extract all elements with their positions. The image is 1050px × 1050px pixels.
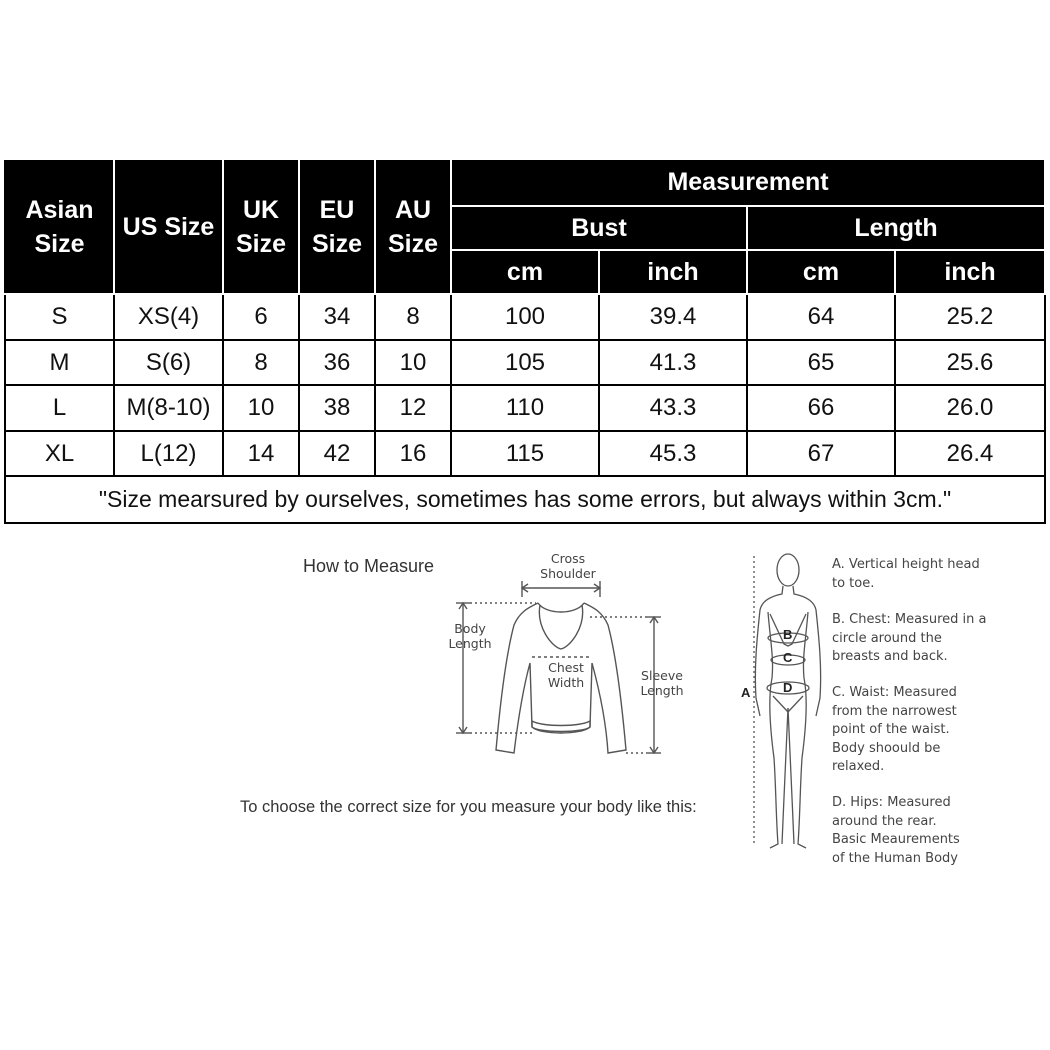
- chest-width-label: Chest Width: [547, 660, 585, 690]
- cell-bust-inch: 45.3: [599, 431, 747, 477]
- sleeve-length-label: Sleeve Length: [640, 668, 684, 698]
- annotation-hips: D. Hips: Measured around the rear. Basic Meaurements of the Human Body: [832, 795, 960, 866]
- how-to-measure-title: How to Measure: [303, 556, 435, 576]
- cell-eu-size: 38: [299, 385, 375, 431]
- cell-asian-size: L: [5, 385, 114, 431]
- cell-us-size: S(6): [114, 340, 223, 386]
- header-asian-size: Asian Size: [5, 159, 114, 294]
- cell-length-inch: 26.4: [895, 431, 1045, 477]
- cell-bust-inch: 43.3: [599, 385, 747, 431]
- cell-uk-size: 10: [223, 385, 299, 431]
- size-chart-table: [4, 158, 1046, 524]
- cell-asian-size: M: [5, 340, 114, 386]
- cell-length-inch: 25.2: [895, 294, 1045, 340]
- table-row: [5, 294, 1045, 340]
- cell-length-inch: 26.0: [895, 385, 1045, 431]
- header-length-inch: inch: [895, 250, 1045, 294]
- cell-us-size: M(8-10): [114, 385, 223, 431]
- cell-uk-size: 14: [223, 431, 299, 477]
- body-figure-diagram: [740, 548, 830, 853]
- table-row: [5, 431, 1045, 477]
- annotation-chest: B. Chest: Measured in a circle around the breasts and back.: [832, 612, 987, 664]
- cell-eu-size: 34: [299, 294, 375, 340]
- cell-us-size: L(12): [114, 431, 223, 477]
- header-uk-size: UK Size: [223, 159, 299, 294]
- cell-length-cm: 64: [747, 294, 895, 340]
- cell-length-cm: 67: [747, 431, 895, 477]
- cell-au-size: 10: [375, 340, 451, 386]
- header-us-size: US Size: [114, 159, 223, 294]
- cell-us-size: XS(4): [114, 294, 223, 340]
- cell-bust-cm: 115: [451, 431, 599, 477]
- cell-bust-cm: 110: [451, 385, 599, 431]
- annotation-waist: C. Waist: Measured from the narrowest point of the waist. Body shoould be relaxed.: [832, 685, 957, 774]
- measure-instruction: To choose the correct size for you measure your body like this:: [240, 798, 697, 816]
- measurement-note: "Size mearsured by ourselves, sometimes has some errors, but always within 3cm.": [5, 476, 1045, 523]
- table-row: [5, 340, 1045, 386]
- annotation-height: A. Vertical height head to toe.: [832, 557, 980, 591]
- header-length-cm: cm: [747, 250, 895, 294]
- cell-eu-size: 36: [299, 340, 375, 386]
- header-bust-inch: inch: [599, 250, 747, 294]
- cell-au-size: 8: [375, 294, 451, 340]
- body-letter-a: A: [741, 685, 751, 700]
- body-length-label: Body Length: [448, 621, 492, 651]
- header-length: Length: [747, 206, 1045, 250]
- body-letter-c: C: [783, 650, 793, 665]
- cell-asian-size: XL: [5, 431, 114, 477]
- header-au-size: AU Size: [375, 159, 451, 294]
- cell-bust-cm: 105: [451, 340, 599, 386]
- cell-bust-inch: 41.3: [599, 340, 747, 386]
- table-row: [5, 385, 1045, 431]
- cell-length-cm: 65: [747, 340, 895, 386]
- header-measurement: Measurement: [451, 159, 1045, 206]
- cell-eu-size: 42: [299, 431, 375, 477]
- header-bust-cm: cm: [451, 250, 599, 294]
- header-eu-size: EU Size: [299, 159, 375, 294]
- cell-length-inch: 25.6: [895, 340, 1045, 386]
- body-letter-d: D: [783, 680, 793, 695]
- header-bust: Bust: [451, 206, 747, 250]
- cell-bust-inch: 39.4: [599, 294, 747, 340]
- cell-asian-size: S: [5, 294, 114, 340]
- cross-shoulder-label: Cross Shoulder: [540, 551, 596, 581]
- body-letter-b: B: [783, 627, 793, 642]
- cell-uk-size: 6: [223, 294, 299, 340]
- cell-uk-size: 8: [223, 340, 299, 386]
- cell-au-size: 16: [375, 431, 451, 477]
- cell-length-cm: 66: [747, 385, 895, 431]
- cell-bust-cm: 100: [451, 294, 599, 340]
- cell-au-size: 12: [375, 385, 451, 431]
